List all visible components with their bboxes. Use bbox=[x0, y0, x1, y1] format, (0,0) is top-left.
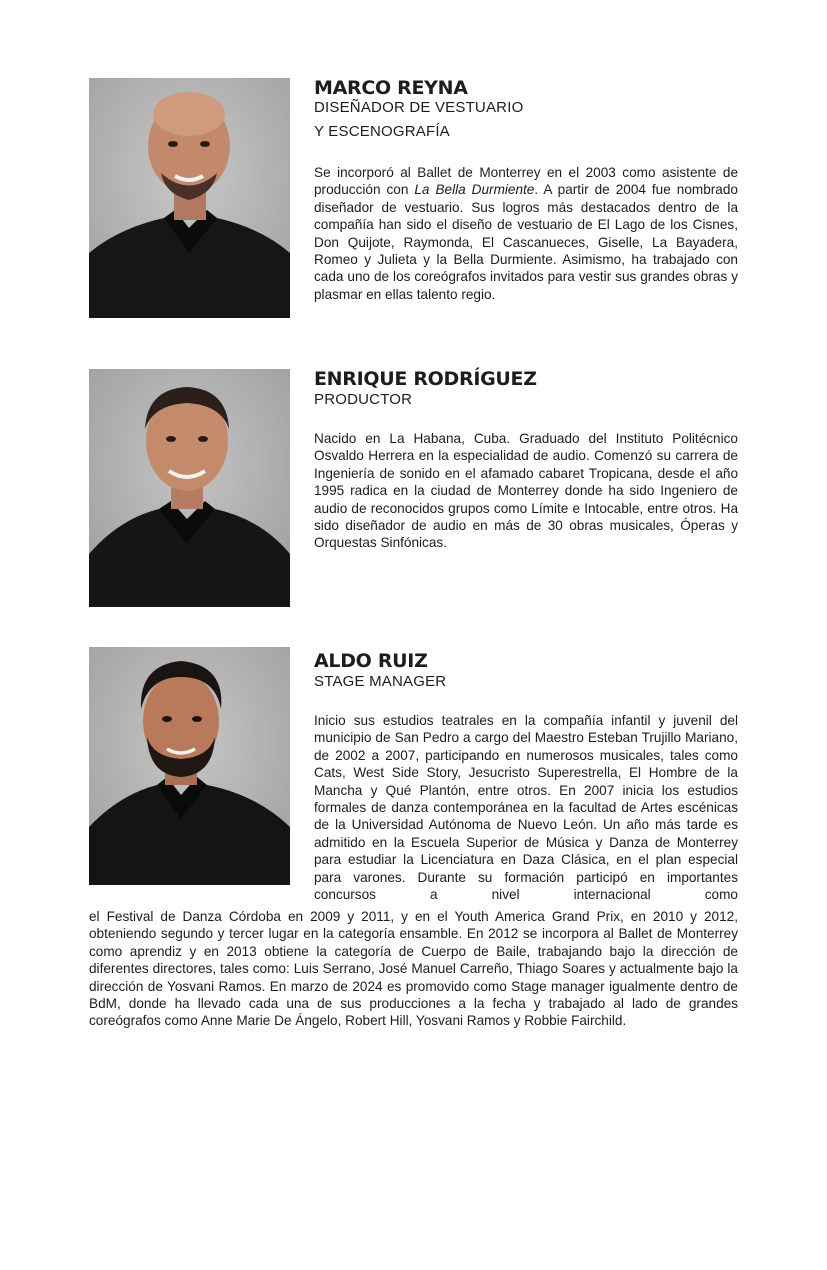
person-bio: Inicio sus estudios teatrales en la compañía infantil y juvenil del municipio de San Pedro a cargo del Maestro Esteban Trujillo Mariano, de 2002 a 2007, participando en numerosos musicales, tales como Cats, West Side Story, Jesucristo Superestrella, El Hombre de la Mancha y Qué Plantón, entre otros. En 2007 inicia los estudios formales de danza contemporánea en la facultad de Artes escénicas de la Universidad Autónoma de Nuevo León. Un año más tarde es admitido en la Escuela Superior de Música y Danza de Monterrey para estudiar la Licenciatura en Daza Clásica, en el plan especial para varones. Durante su formación participó en importantes concursos a nivel internacional como bbox=[314, 713, 738, 903]
bio-text: . A partir de 2004 fue nombrado diseñador de vestuario. Sus logros más destacados dentro de la compañía han sido el diseño de vestuario de El Lago de los Cisnes, Don Quijote, Raymonda, El Cascanueces, Giselle, La Bayadera, Romeo y Julieta y la Bella Durmiente. Asimismo, ha trabajado con cada uno de los coreógrafos invitados para vestir sus grandes obras y plasmar en ellas talento regio. bbox=[314, 182, 738, 302]
role-line: Y ESCENOGRAFÍA bbox=[314, 123, 450, 140]
person-bio-continued: el Festival de Danza Córdoba en 2009 y 2011, y en el Youth America Grand Prix, en 2010 y 2012, obteniendo segundo y tercer lugar en la categoría ensamble. En 2012 se incorpora al Ballet de Monterrey como aprendiz y en 2013 obtiene la categoría de Cuerpo de Baile, trabajando bajo la dirección de diferentes directores, tales como: Luis Serrano, José Manuel Carreño, Thiago Soares y actualmente bajo la dirección de Yosvani Ramos. En marzo de 2024 es promovido como Stage manager igualmente dentro de BdM, donde ha llevado cada una de sus producciones a la fecha y trabajado al lado de grandes coreógrafos como Anne Marie De Ángelo, Robert Hill, Yosvani Ramos y Robbie Fairchild. bbox=[89, 909, 738, 1029]
bio-text: Se incorporó al Ballet de Monterrey en el 2003 como asistente de producción con bbox=[314, 165, 738, 198]
role-line: DISEÑADOR DE VESTUARIO bbox=[314, 99, 524, 116]
portrait-photo-enrique-rodriguez bbox=[89, 369, 290, 607]
person-bio bbox=[314, 164, 738, 303]
bio-work-title: La Bella Durmiente bbox=[414, 182, 535, 198]
person-role: PRODUCTOR bbox=[314, 391, 413, 408]
person-role: STAGE MANAGER bbox=[314, 673, 447, 690]
person-name: ENRIQUE RODRÍGUEZ bbox=[314, 368, 537, 390]
portrait-photo-aldo-ruiz bbox=[89, 647, 290, 885]
person-name: MARCO REYNA bbox=[314, 77, 468, 99]
portrait-photo-marco-reyna bbox=[89, 78, 290, 318]
person-name: ALDO RUIZ bbox=[314, 650, 428, 672]
person-bio: Nacido en La Habana, Cuba. Graduado del Instituto Politécnico Osvaldo Herrera en la especialidad de audio. Comenzó su carrera de Ingeniería de sonido en el afamado cabaret Tropicana, desde el año 1995 radica en la ciudad de Monterrey donde ha sido Ingeniero de audio de reconocidos grupos como Límite e Intocable, entre otros. Ha sido diseñador de audio en más de 30 obras musicales, Óperas y Orquestas Sinfónicas. bbox=[314, 431, 738, 551]
portrait-illustration bbox=[89, 78, 290, 318]
portrait-illustration bbox=[89, 647, 290, 885]
portrait-illustration bbox=[89, 369, 290, 607]
person-role bbox=[314, 96, 523, 144]
